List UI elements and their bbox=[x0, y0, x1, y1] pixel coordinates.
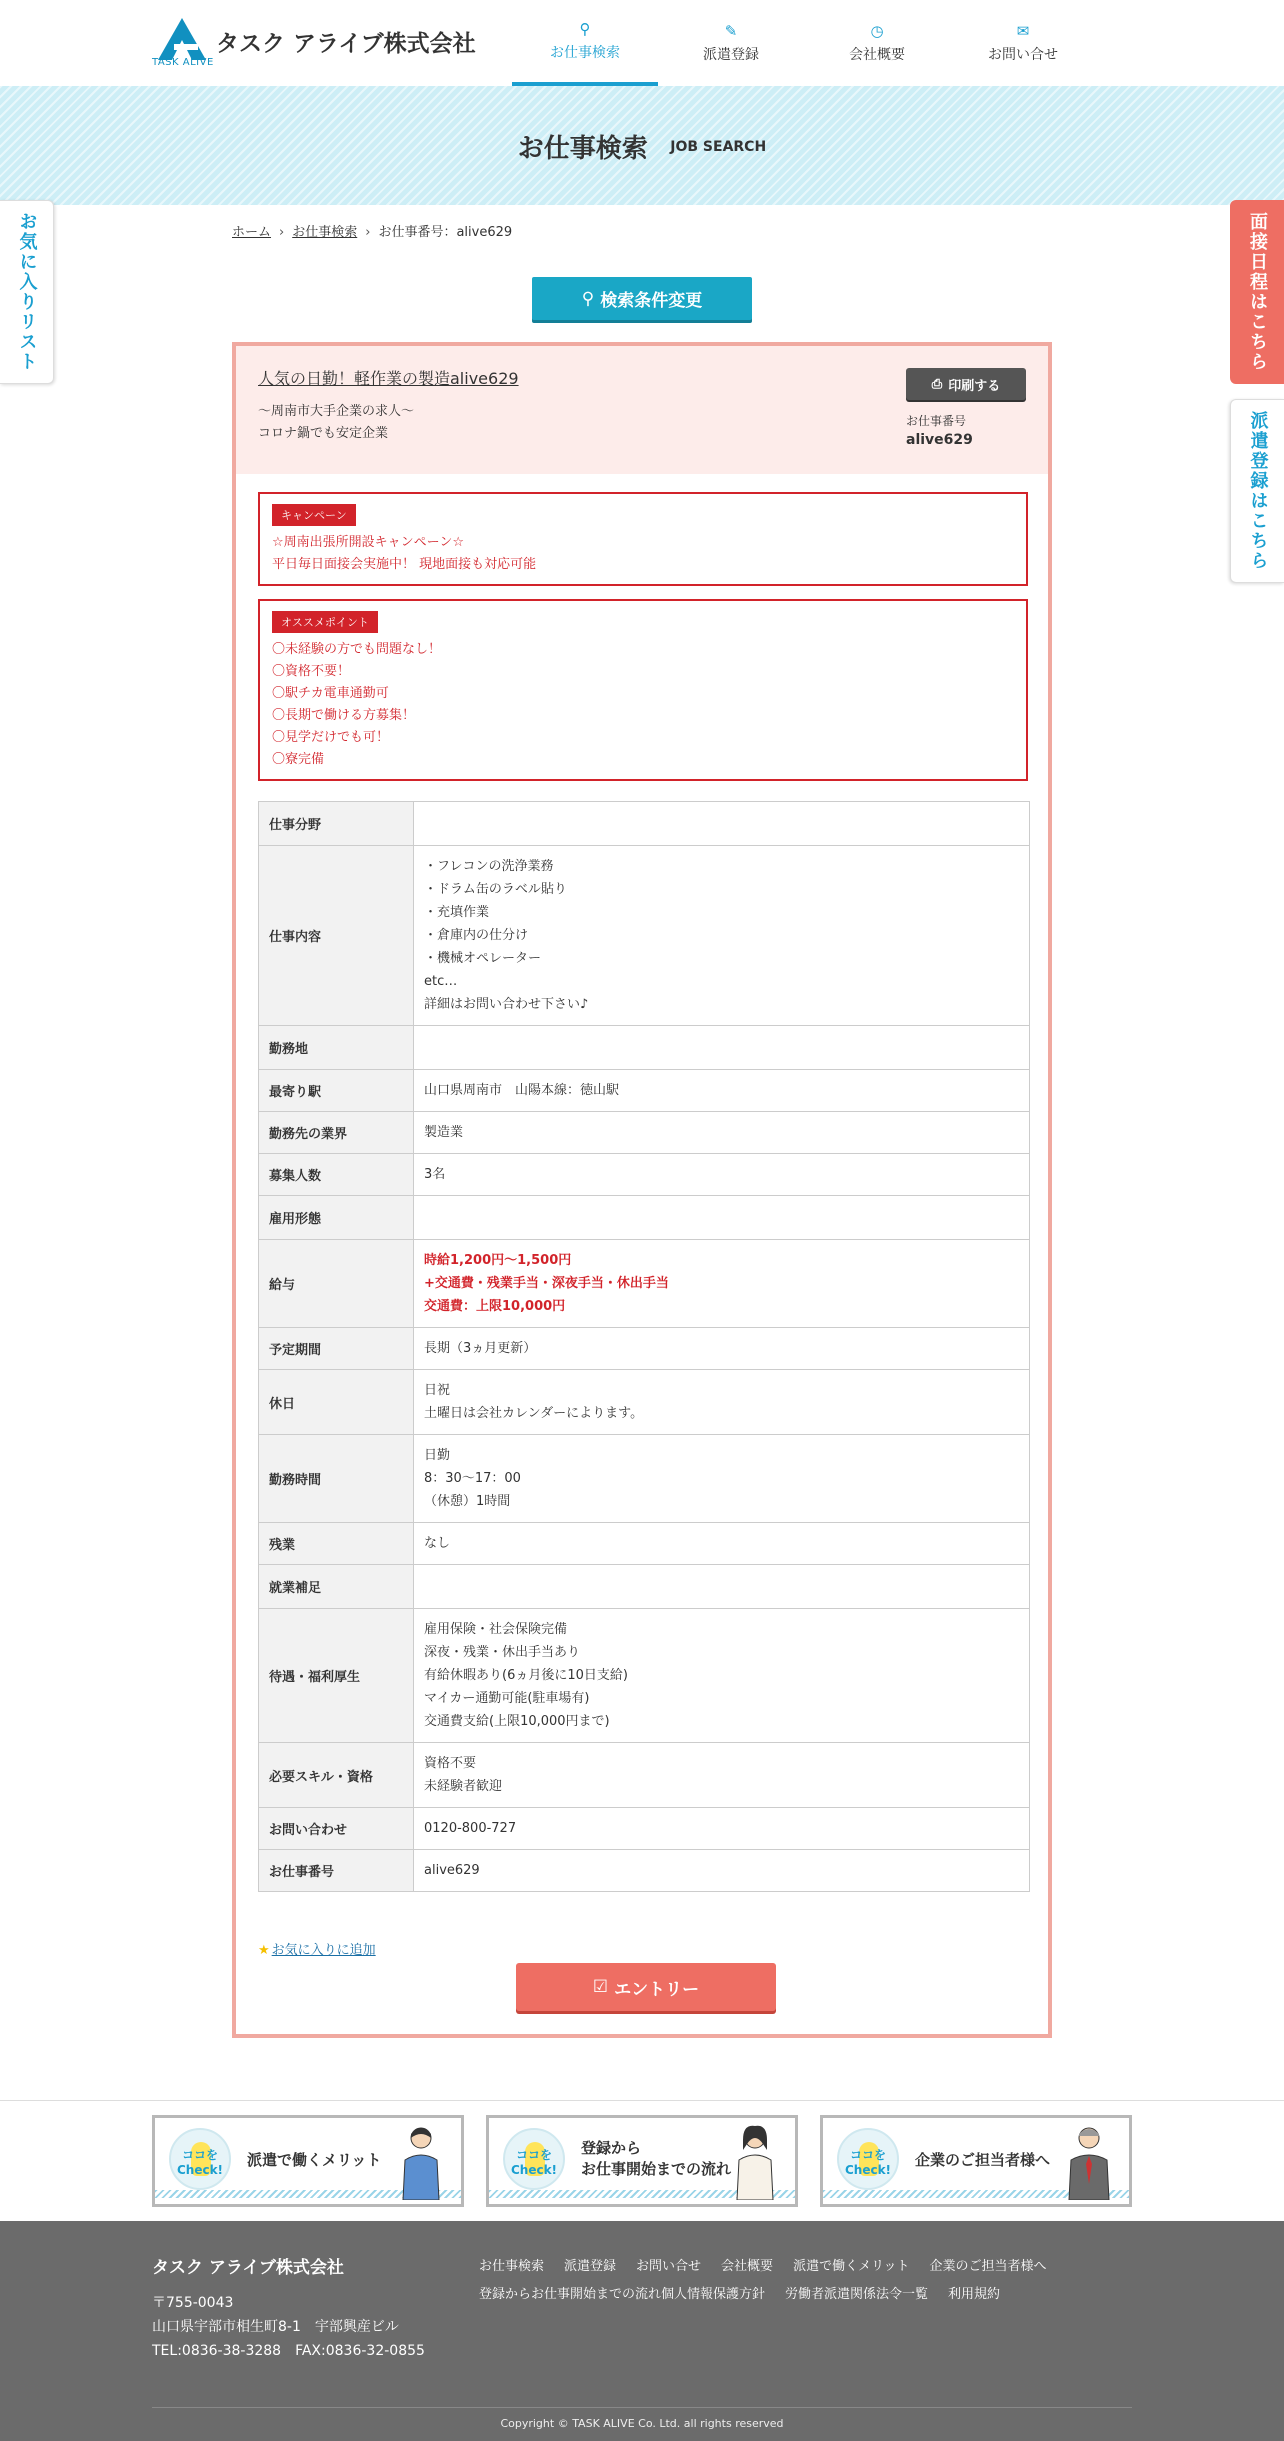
table-row-value bbox=[414, 1112, 1030, 1154]
main-nav bbox=[512, 0, 1096, 86]
table-value-line: 日勤 bbox=[424, 1448, 451, 1463]
favorites-list-tab-label: お気に入りリスト bbox=[16, 212, 38, 372]
table-value-line: 山口県周南市 山陽本線：徳山駅 bbox=[424, 1083, 620, 1098]
worker-illustration-icon bbox=[397, 2124, 445, 2200]
job-number-label: お仕事番号 bbox=[906, 414, 967, 428]
register-tab-label: 派遣登録はこちら bbox=[1247, 411, 1269, 571]
nav-item-company[interactable] bbox=[804, 0, 950, 86]
footer-address bbox=[152, 2291, 425, 2363]
site-logo[interactable] bbox=[152, 18, 476, 70]
table-value-line: 交通費支給(上限10,000円まで) bbox=[424, 1714, 610, 1729]
job-title[interactable]: 人気の日勤！軽作業の製造alive629 bbox=[258, 369, 519, 388]
table-row-value bbox=[414, 1026, 1030, 1070]
table-row-value bbox=[414, 1808, 1030, 1850]
nav-item-contact[interactable] bbox=[950, 0, 1096, 86]
table-row-value bbox=[414, 1328, 1030, 1370]
table-row bbox=[259, 1070, 1030, 1112]
table-row-value bbox=[414, 1850, 1030, 1892]
check-badge: ココを Check! bbox=[510, 2148, 558, 2177]
table-value-line: マイカー通勤可能(駐車場有) bbox=[424, 1691, 590, 1706]
nav-item-label: お問い合せ bbox=[988, 47, 1058, 63]
table-row-value bbox=[414, 802, 1030, 846]
campaign-tag: キャンペーン bbox=[272, 504, 356, 526]
divider bbox=[0, 2100, 1284, 2101]
job-lead: コロナ鍋でも安定企業 bbox=[258, 426, 389, 441]
table-row-label: 勤務先の業界 bbox=[259, 1112, 414, 1154]
chevron-right-icon: › bbox=[365, 225, 371, 240]
breadcrumb-current: お仕事番号：alive629 bbox=[378, 225, 513, 240]
table-row bbox=[259, 802, 1030, 846]
banner-flow[interactable] bbox=[486, 2115, 798, 2207]
table-value-line: （休憩）1時間 bbox=[424, 1494, 511, 1509]
banner-merit[interactable] bbox=[152, 2115, 464, 2207]
banner-title: 登録から お仕事開始までの流れ bbox=[581, 2139, 732, 2178]
table-value-line: +交通費・残業手当・深夜手当・休出手当 bbox=[424, 1276, 669, 1291]
table-value-line: 時給1,200円～1,500円 bbox=[424, 1253, 572, 1268]
footer-link[interactable]: 派遣で働くメリット bbox=[793, 2259, 910, 2274]
table-row-label: 給与 bbox=[259, 1240, 414, 1328]
nav-item-job-search[interactable] bbox=[512, 0, 658, 86]
table-value-line: 交通費：上限10,000円 bbox=[424, 1299, 566, 1314]
print-button-label: 印刷する bbox=[948, 378, 1001, 394]
footer-link[interactable]: 労働者派遣関係法令一覧 bbox=[785, 2287, 929, 2302]
footer-company: タスク アライブ株式会社 bbox=[152, 2258, 344, 2278]
table-row-value bbox=[414, 1370, 1030, 1435]
recommend-point: 〇駅チカ電車通勤可 bbox=[272, 686, 389, 701]
table-row-label: 待遇・福利厚生 bbox=[259, 1609, 414, 1743]
table-value-line: 長期（3ヵ月更新） bbox=[424, 1341, 537, 1356]
table-row bbox=[259, 1196, 1030, 1240]
recommend-point: 〇長期で働ける方募集！ bbox=[272, 708, 416, 723]
register-tab[interactable] bbox=[1230, 399, 1284, 583]
table-value-line: 8：30～17：00 bbox=[424, 1471, 521, 1486]
recommend-point: 〇資格不要！ bbox=[272, 664, 351, 679]
footer-tel: TEL:0836-38-3288 FAX:0836-32-0855 bbox=[152, 2343, 425, 2359]
table-row-value bbox=[414, 846, 1030, 1026]
logo-text: タスク アライブ株式会社 bbox=[216, 31, 476, 57]
table-row-label: 残業 bbox=[259, 1523, 414, 1565]
banner-corporate[interactable] bbox=[820, 2115, 1132, 2207]
mail-icon: ✉ bbox=[1016, 22, 1030, 40]
page-title: お仕事検索 bbox=[517, 134, 648, 164]
table-value-line: ・フレコンの洗浄業務 bbox=[424, 859, 554, 874]
change-search-button[interactable] bbox=[532, 277, 752, 320]
check-badge: ココを Check! bbox=[176, 2148, 224, 2177]
table-row bbox=[259, 1154, 1030, 1196]
breadcrumb-search-link[interactable]: お仕事検索 bbox=[292, 225, 358, 240]
campaign-line: ☆周南出張所開設キャンペーン☆ bbox=[272, 535, 465, 550]
campaign-line: 平日毎日面接会実施中！ 現地面接も対応可能 bbox=[272, 557, 537, 572]
table-value-line: 詳細はお問い合わせ下さい♪ bbox=[424, 997, 589, 1012]
table-value-line: ・ドラム缶のラベル貼り bbox=[424, 882, 567, 897]
footer-link[interactable]: 企業のご担当者様へ bbox=[929, 2259, 1047, 2274]
table-row bbox=[259, 1743, 1030, 1808]
table-row-value bbox=[414, 1565, 1030, 1609]
nav-item-label: お仕事検索 bbox=[550, 45, 620, 61]
table-row bbox=[259, 1565, 1030, 1609]
table-value-line: 土曜日は会社カレンダーによります。 bbox=[424, 1406, 644, 1421]
print-button[interactable] bbox=[906, 368, 1026, 400]
favorites-list-tab[interactable] bbox=[0, 200, 54, 384]
table-row-value bbox=[414, 1070, 1030, 1112]
table-row bbox=[259, 846, 1030, 1026]
table-row-value bbox=[414, 1435, 1030, 1523]
table-row-label: 勤務地 bbox=[259, 1026, 414, 1070]
table-value-line: なし bbox=[424, 1536, 451, 1551]
table-row-label: 休日 bbox=[259, 1370, 414, 1435]
table-row-value bbox=[414, 1196, 1030, 1240]
table-value-line: 有給休暇あり(6ヵ月後に10日支給) bbox=[424, 1668, 628, 1683]
recommend-point: 〇寮完備 bbox=[272, 752, 325, 767]
interview-schedule-tab-label: 面接日程はこちら bbox=[1247, 212, 1268, 372]
site-footer bbox=[0, 2221, 1284, 2441]
table-row-value bbox=[414, 1154, 1030, 1196]
breadcrumb bbox=[232, 221, 512, 240]
chevron-right-icon: › bbox=[279, 225, 285, 240]
table-row-label: 最寄り駅 bbox=[259, 1070, 414, 1112]
footer-link[interactable]: 利用規約 bbox=[948, 2287, 1001, 2302]
footer-link[interactable]: 登録からお仕事開始までの流れ bbox=[479, 2287, 662, 2302]
divider bbox=[152, 2407, 1132, 2408]
table-row bbox=[259, 1328, 1030, 1370]
logo-subtext: TASK ALIVE bbox=[152, 57, 214, 68]
table-value-line: 未経験者歓迎 bbox=[424, 1779, 503, 1794]
table-value-line: 深夜・残業・休出手当あり bbox=[424, 1645, 581, 1660]
table-value-line: 雇用保険・社会保険完備 bbox=[424, 1622, 568, 1637]
footer-postal: 〒755-0043 bbox=[152, 2295, 234, 2311]
nav-item-register[interactable] bbox=[658, 0, 804, 86]
table-row bbox=[259, 1808, 1030, 1850]
search-icon: ⚲ bbox=[579, 20, 591, 38]
check-badge: ココを Check! bbox=[844, 2148, 892, 2177]
interview-schedule-tab[interactable] bbox=[1230, 200, 1284, 384]
add-favorite-link[interactable] bbox=[258, 1939, 376, 1958]
table-row bbox=[259, 1112, 1030, 1154]
search-icon: ⚲ bbox=[581, 288, 595, 309]
entry-button[interactable] bbox=[516, 1963, 776, 2011]
pencil-icon: ✎ bbox=[724, 22, 738, 40]
table-value-line: ・充填作業 bbox=[424, 905, 490, 920]
footer-links bbox=[479, 2253, 1139, 2309]
table-value-line: ・機械オペレーター bbox=[424, 951, 542, 966]
table-row-label: お仕事番号 bbox=[259, 1850, 414, 1892]
table-row-label: 仕事内容 bbox=[259, 846, 414, 1026]
entry-button-label: エントリー bbox=[614, 1979, 700, 2000]
table-row-value bbox=[414, 1523, 1030, 1565]
table-row-label: 仕事分野 bbox=[259, 802, 414, 846]
footer-address-line: 山口県宇部市相生町8-1 宇部興産ビル bbox=[152, 2319, 399, 2335]
star-icon: ★ bbox=[258, 1943, 270, 1958]
nav-item-label: 派遣登録 bbox=[703, 47, 759, 63]
businessman-illustration-icon bbox=[1065, 2124, 1113, 2200]
staff-illustration-icon bbox=[731, 2124, 779, 2200]
banner-title: 派遣で働くメリット bbox=[247, 2151, 382, 2169]
table-value-line: etc… bbox=[424, 974, 458, 989]
table-row-label: 雇用形態 bbox=[259, 1196, 414, 1240]
copyright: Copyright © TASK ALIVE Co. Ltd. all rights reserved bbox=[500, 2417, 784, 2430]
table-row bbox=[259, 1523, 1030, 1565]
checkbox-icon: ☑ bbox=[592, 1977, 609, 1997]
job-detail-card bbox=[232, 342, 1052, 2038]
breadcrumb-home-link[interactable]: ホーム bbox=[232, 225, 272, 240]
table-value-line: 3名 bbox=[424, 1167, 446, 1182]
footer-link[interactable]: 個人情報保護方針 bbox=[661, 2287, 766, 2302]
job-detail-table bbox=[258, 801, 1030, 1892]
change-search-button-label: 検索条件変更 bbox=[600, 291, 703, 311]
table-row bbox=[259, 1370, 1030, 1435]
footer-link[interactable]: 派遣登録 bbox=[564, 2259, 617, 2274]
table-value-line: 製造業 bbox=[424, 1125, 464, 1140]
table-row bbox=[259, 1850, 1030, 1892]
table-value-line: 日祝 bbox=[424, 1383, 451, 1398]
banner-title: 企業のご担当者様へ bbox=[915, 2151, 1051, 2169]
table-row-label: 予定期間 bbox=[259, 1328, 414, 1370]
job-number-value: alive629 bbox=[906, 432, 973, 448]
recommend-points-tag: オススメポイント bbox=[272, 611, 378, 633]
recommend-points-box bbox=[258, 599, 1028, 781]
table-row bbox=[259, 1435, 1030, 1523]
footer-link[interactable]: お問い合せ bbox=[636, 2259, 702, 2274]
table-row-label: 勤務時間 bbox=[259, 1435, 414, 1523]
table-value-line: ・倉庫内の仕分け bbox=[424, 928, 529, 943]
table-row bbox=[259, 1609, 1030, 1743]
campaign-box bbox=[258, 492, 1028, 586]
table-row-label: 募集人数 bbox=[259, 1154, 414, 1196]
add-favorite-label: お気に入りに追加 bbox=[271, 1943, 376, 1958]
logo-mark-icon bbox=[158, 18, 206, 60]
table-row-label: お問い合わせ bbox=[259, 1808, 414, 1850]
table-value-line: 0120-800-727 bbox=[424, 1821, 517, 1836]
table-row bbox=[259, 1240, 1030, 1328]
recommend-point: 〇未経験の方でも問題なし！ bbox=[272, 642, 442, 657]
printer-icon: ⎙ bbox=[931, 376, 943, 392]
table-row bbox=[259, 1026, 1030, 1070]
table-row-value bbox=[414, 1609, 1030, 1743]
nav-item-label: 会社概要 bbox=[849, 47, 905, 63]
table-value-line: 資格不要 bbox=[424, 1756, 477, 1771]
site-header bbox=[0, 0, 1284, 86]
footer-link[interactable]: お仕事検索 bbox=[479, 2259, 545, 2274]
table-row-value bbox=[414, 1743, 1030, 1808]
page-hero bbox=[0, 86, 1284, 205]
page-subtitle: JOB SEARCH bbox=[670, 138, 767, 155]
footer-link[interactable]: 会社概要 bbox=[721, 2259, 774, 2274]
job-header bbox=[236, 346, 1048, 474]
job-lead: ～周南市大手企業の求人～ bbox=[258, 404, 415, 419]
table-row-label: 必要スキル・資格 bbox=[259, 1743, 414, 1808]
table-value-line: alive629 bbox=[424, 1863, 480, 1878]
table-row-label: 就業補足 bbox=[259, 1565, 414, 1609]
clock-icon: ◷ bbox=[870, 22, 884, 40]
recommend-point: 〇見学だけでも可！ bbox=[272, 730, 390, 745]
table-row-value bbox=[414, 1240, 1030, 1328]
